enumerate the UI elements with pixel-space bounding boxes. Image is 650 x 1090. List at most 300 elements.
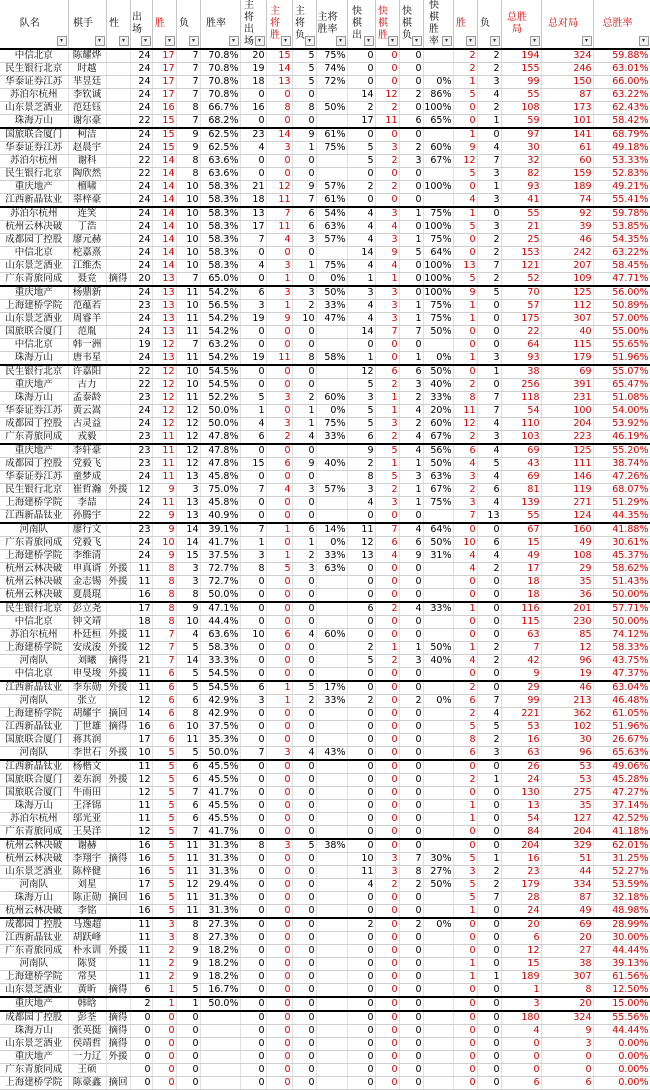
table-cell <box>200 1077 240 1090</box>
table-row[interactable] <box>0 339 650 352</box>
table-cell: 24 <box>130 313 152 326</box>
column-header[interactable] <box>375 0 399 49</box>
column-header[interactable] <box>266 0 292 49</box>
table-cell: 0 <box>266 115 292 129</box>
table-cell: 12 <box>130 695 152 708</box>
table-cell: 0 <box>347 49 375 63</box>
table-cell: 3 <box>240 300 266 313</box>
table-row[interactable] <box>0 879 650 892</box>
table-cell: 0 <box>453 247 477 260</box>
table-cell: 0 <box>399 63 423 76</box>
table-row[interactable] <box>0 523 650 537</box>
table-row[interactable] <box>0 747 650 761</box>
table-row[interactable] <box>0 155 650 168</box>
table-row[interactable] <box>0 589 650 603</box>
table-cell: 153 <box>501 247 541 260</box>
table-row[interactable] <box>0 760 650 774</box>
table-cell: 30.61% <box>593 537 650 550</box>
table-cell: 55.56% <box>593 1011 650 1025</box>
table-row[interactable] <box>0 63 650 76</box>
table-row[interactable] <box>0 971 650 984</box>
table-cell: 0 <box>399 984 423 998</box>
table-cell: 4 <box>477 550 501 563</box>
table-cell: 1 <box>240 537 266 550</box>
table-cell: 0 <box>477 629 501 642</box>
table-cell: 54 <box>501 405 541 418</box>
table-cell: 64 <box>501 339 541 352</box>
table-row[interactable] <box>0 102 650 115</box>
table-cell: 8 <box>292 102 316 115</box>
table-body <box>0 49 650 1090</box>
table-cell: 山东景芝酒业 <box>0 1038 68 1051</box>
table-row[interactable] <box>0 984 650 998</box>
table-cell: 0 <box>399 273 423 287</box>
table-row[interactable] <box>0 945 650 958</box>
table-cell: 100% <box>424 273 452 284</box>
table-row[interactable] <box>0 405 650 418</box>
table-row[interactable] <box>0 392 650 405</box>
table-cell: 0 <box>240 1038 266 1051</box>
table-cell: 6 <box>240 286 266 300</box>
table-cell: 6 <box>501 932 541 945</box>
table-row[interactable] <box>0 497 650 510</box>
table-cell: 5 <box>347 418 375 431</box>
table-cell: 12 <box>176 405 200 418</box>
table-cell: 党毅飞 <box>68 458 106 471</box>
table-cell: 1 <box>347 352 375 366</box>
table-cell: 0 <box>477 379 501 392</box>
table-cell: 1 <box>292 418 316 431</box>
column-header[interactable] <box>399 0 423 49</box>
table-cell: 0 <box>240 1011 266 1025</box>
table-cell: 0 <box>292 379 316 392</box>
table-cell: 6 <box>152 708 176 721</box>
table-cell: 0 <box>240 444 266 458</box>
table-cell: 0 <box>399 102 423 115</box>
table-cell: 0 <box>453 326 477 339</box>
table-cell: 0 <box>266 405 292 418</box>
table-cell: 65.0% <box>200 273 240 287</box>
table-cell: 72% <box>316 76 347 89</box>
table-row[interactable] <box>0 695 650 708</box>
table-cell: 5 <box>152 747 176 761</box>
table-cell: 0 <box>292 247 316 260</box>
table-cell: 12 <box>130 787 152 800</box>
table-cell: 9 <box>176 945 200 958</box>
column-header-label: 胜 <box>155 18 165 29</box>
column-header[interactable] <box>347 0 375 49</box>
table-row[interactable] <box>0 734 650 747</box>
filter-dropdown-icon[interactable]: ▾ <box>255 36 265 46</box>
column-header[interactable] <box>593 0 650 49</box>
table-row[interactable] <box>0 142 650 155</box>
table-cell: 12 <box>266 181 292 194</box>
table-row[interactable] <box>0 1025 650 1038</box>
table-row[interactable] <box>0 642 650 655</box>
table-row[interactable] <box>0 655 650 668</box>
table-row[interactable] <box>0 1051 650 1064</box>
table-cell: 54.5% <box>200 379 240 392</box>
table-cell: 2 <box>292 695 316 708</box>
table-cell: 14 <box>176 523 200 537</box>
table-row[interactable] <box>0 892 650 905</box>
table-cell: 18.2% <box>200 958 240 971</box>
filter-dropdown-icon[interactable]: ▾ <box>490 36 500 46</box>
filter-dropdown-icon[interactable]: ▾ <box>336 36 346 46</box>
table-cell: 8 <box>152 602 176 616</box>
table-cell: 13 <box>176 497 200 510</box>
table-cell: 0 <box>266 787 292 800</box>
table-cell: 7 <box>176 63 200 76</box>
table-cell <box>106 115 130 129</box>
filter-dropdown-icon[interactable]: ▾ <box>530 36 540 46</box>
table-row[interactable] <box>0 997 650 1011</box>
column-header[interactable] <box>240 0 266 49</box>
table-row[interactable] <box>0 616 650 629</box>
table-cell: 5 <box>152 839 176 853</box>
table-cell: 72.7% <box>200 563 240 576</box>
table-cell: 11 <box>176 892 200 905</box>
table-cell: 67% <box>423 484 453 497</box>
table-cell: 7 <box>240 234 266 247</box>
table-row[interactable] <box>0 234 650 247</box>
table-cell: 0 <box>266 642 292 655</box>
table-cell <box>106 102 130 115</box>
table-cell: 69 <box>501 444 541 458</box>
table-cell: 7 <box>176 115 200 129</box>
table-cell: 2 <box>375 181 399 194</box>
column-header[interactable] <box>541 0 593 49</box>
table-row[interactable] <box>0 458 650 471</box>
table-cell: 3 <box>399 155 423 168</box>
table-cell: 2 <box>292 392 316 405</box>
filter-dropdown-icon[interactable]: ▾ <box>305 36 315 46</box>
table-row[interactable] <box>0 602 650 616</box>
filter-dropdown-icon[interactable]: ▾ <box>165 36 175 46</box>
table-row[interactable] <box>0 510 650 524</box>
table-cell: 重庆地产 <box>0 286 68 300</box>
table-row[interactable] <box>0 853 650 866</box>
table-row[interactable] <box>0 128 650 142</box>
table-row[interactable] <box>0 787 650 800</box>
table-row[interactable] <box>0 115 650 129</box>
filter-dropdown-icon[interactable]: ▾ <box>141 36 151 46</box>
table-cell: 24 <box>130 326 152 339</box>
table-cell: 9 <box>152 550 176 563</box>
table-cell: 0 <box>266 760 292 774</box>
table-cell: 11 <box>176 392 200 405</box>
table-cell: 2 <box>152 945 176 958</box>
table-cell: 70.8% <box>200 63 240 76</box>
table-row[interactable] <box>0 1011 650 1025</box>
table-cell: 5 <box>152 774 176 787</box>
column-header[interactable] <box>501 0 541 49</box>
filter-dropdown-icon[interactable]: ▾ <box>466 36 476 46</box>
table-row[interactable] <box>0 918 650 932</box>
table-cell: 0 <box>347 708 375 721</box>
table-cell: 3 <box>266 286 292 300</box>
filter-dropdown-icon[interactable]: ▾ <box>364 36 374 46</box>
table-cell: 1 <box>399 313 423 326</box>
table-row[interactable] <box>0 444 650 458</box>
table-row[interactable] <box>0 826 650 840</box>
table-cell: 103 <box>501 431 541 445</box>
table-cell: 2 <box>453 49 477 63</box>
table-row[interactable] <box>0 1064 650 1077</box>
table-row[interactable] <box>0 681 650 695</box>
table-cell: 16 <box>130 853 152 866</box>
table-cell: 5 <box>292 63 316 76</box>
table-cell: 204 <box>541 418 593 431</box>
table-cell: 0 <box>375 839 399 853</box>
table-cell <box>106 431 130 445</box>
table-cell <box>316 471 347 484</box>
table-row[interactable] <box>0 629 650 642</box>
column-header[interactable] <box>68 0 106 49</box>
table-row[interactable] <box>0 537 650 550</box>
table-cell: 146 <box>541 471 593 484</box>
table-row[interactable] <box>0 550 650 563</box>
table-row[interactable] <box>0 300 650 313</box>
table-cell: 47.8% <box>200 431 240 445</box>
table-row[interactable] <box>0 708 650 721</box>
column-header-label: 棋手 <box>73 18 93 29</box>
filter-dropdown-icon[interactable]: ▾ <box>639 36 649 46</box>
filter-dropdown-icon[interactable]: ▾ <box>281 36 291 46</box>
table-row[interactable] <box>0 800 650 813</box>
table-cell: 65% <box>423 115 453 129</box>
table-cell: 9 <box>453 142 477 155</box>
table-row[interactable] <box>0 365 650 379</box>
column-header[interactable] <box>0 0 68 49</box>
table-row[interactable] <box>0 1077 650 1090</box>
table-cell: 0 <box>453 1064 477 1077</box>
filter-dropdown-icon[interactable]: ▾ <box>57 36 67 46</box>
table-cell: 6 <box>152 695 176 708</box>
table-cell: 1 <box>477 971 501 984</box>
filter-dropdown-icon[interactable]: ▾ <box>388 36 398 46</box>
table-row[interactable] <box>0 313 650 326</box>
table-cell: 3 <box>375 866 399 879</box>
column-header[interactable] <box>200 0 240 49</box>
table-cell: 华泰证券江苏 <box>0 471 68 484</box>
table-row[interactable] <box>0 813 650 826</box>
column-header[interactable] <box>176 0 200 49</box>
table-cell: 50% <box>316 286 347 300</box>
table-row[interactable] <box>0 326 650 339</box>
table-row[interactable] <box>0 168 650 181</box>
table-row[interactable] <box>0 668 650 682</box>
table-cell: 13 <box>501 800 541 813</box>
table-cell: 17 <box>130 734 152 747</box>
table-cell: 谢尔豪 <box>68 115 106 129</box>
table-row[interactable] <box>0 352 650 366</box>
table-cell: 11 <box>152 458 176 471</box>
table-row[interactable] <box>0 905 650 919</box>
table-cell: 33% <box>423 602 453 616</box>
table-cell: 0 <box>347 787 375 800</box>
table-cell: 60% <box>316 392 347 405</box>
table-cell: 58.3% <box>200 247 240 260</box>
table-cell: 75% <box>423 234 453 247</box>
table-cell: 1 <box>501 984 541 998</box>
table-cell: 4 <box>266 484 292 497</box>
table-row[interactable] <box>0 89 650 102</box>
table-cell: 108 <box>541 550 593 563</box>
table-cell: 58.33% <box>593 642 650 655</box>
column-header[interactable] <box>106 0 130 49</box>
filter-dropdown-icon[interactable]: ▾ <box>412 36 422 46</box>
table-cell: 山东景芝酒业 <box>0 984 68 998</box>
table-cell: 0 <box>292 155 316 168</box>
table-cell: 48.98% <box>593 905 650 919</box>
table-cell: 40% <box>316 458 347 471</box>
filter-dropdown-icon[interactable]: ▾ <box>189 36 199 46</box>
table-row[interactable] <box>0 471 650 484</box>
table-cell: 63 <box>501 629 541 642</box>
column-header[interactable] <box>453 0 477 49</box>
table-cell: 华泰证券江苏 <box>0 76 68 89</box>
table-cell: 31.3% <box>200 839 240 853</box>
table-cell: 5 <box>152 879 176 892</box>
column-header[interactable] <box>130 0 152 49</box>
table-cell: 11 <box>130 668 152 682</box>
table-cell: 外援 <box>106 629 130 642</box>
table-cell: 3 <box>375 418 399 431</box>
table-cell: 国旅联合厦门 <box>0 326 68 339</box>
table-cell: 0 <box>375 1064 399 1077</box>
table-cell: 41.7% <box>200 537 240 550</box>
table-cell: 0 <box>399 721 423 734</box>
table-row[interactable] <box>0 576 650 589</box>
table-row[interactable] <box>0 286 650 300</box>
table-row[interactable] <box>0 431 650 445</box>
table-cell: 0 <box>477 984 501 998</box>
table-cell: 50.89% <box>593 300 650 313</box>
table-cell: 5 <box>152 892 176 905</box>
table-row[interactable] <box>0 958 650 971</box>
table-cell: 5 <box>292 839 316 853</box>
table-cell: 周睿羊 <box>68 313 106 326</box>
table-cell: 0 <box>375 734 399 747</box>
table-cell: 河南队 <box>0 958 68 971</box>
table-cell: 60% <box>423 418 453 431</box>
table-cell <box>316 1025 347 1038</box>
table-cell: 0 <box>453 668 477 682</box>
table-cell: 0 <box>266 444 292 458</box>
table-cell: 9 <box>266 313 292 326</box>
table-row[interactable] <box>0 721 650 734</box>
filter-dropdown-icon[interactable]: ▾ <box>95 36 105 46</box>
table-cell: 67 <box>501 523 541 537</box>
table-cell: 0 <box>130 1038 152 1051</box>
table-cell: 1 <box>266 695 292 708</box>
table-row[interactable] <box>0 76 650 89</box>
table-cell: 0 <box>347 839 375 853</box>
table-row[interactable] <box>0 418 650 431</box>
column-header-label: 队名 <box>19 18 40 29</box>
table-cell: 1 <box>399 458 423 471</box>
table-row[interactable] <box>0 1038 650 1051</box>
table-row[interactable] <box>0 484 650 497</box>
table-cell: 0 <box>240 576 266 589</box>
table-cell: 22 <box>130 155 152 168</box>
table-cell: 0 <box>240 115 266 129</box>
table-row[interactable] <box>0 839 650 853</box>
table-cell: 0 <box>240 721 266 734</box>
table-cell: 韩晗 <box>68 997 106 1011</box>
column-header[interactable] <box>152 0 176 49</box>
table-cell: 0 <box>292 892 316 905</box>
column-header[interactable] <box>477 0 501 49</box>
table-row[interactable] <box>0 194 650 208</box>
table-row[interactable] <box>0 866 650 879</box>
table-cell: 54.2% <box>200 313 240 326</box>
column-header[interactable] <box>316 0 347 49</box>
column-header[interactable] <box>292 0 316 49</box>
table-cell: 0 <box>292 444 316 458</box>
table-cell: 24 <box>130 550 152 563</box>
table-row[interactable] <box>0 774 650 787</box>
table-cell <box>106 326 130 339</box>
table-row[interactable] <box>0 379 650 392</box>
table-cell: 49 <box>541 905 593 919</box>
table-cell: 45.28% <box>593 774 650 787</box>
filter-dropdown-icon[interactable]: ▾ <box>229 36 239 46</box>
table-row[interactable] <box>0 273 650 287</box>
table-cell: 25 <box>501 234 541 247</box>
table-cell: 1 <box>152 984 176 998</box>
table-row[interactable] <box>0 260 650 273</box>
table-row[interactable] <box>0 221 650 234</box>
table-cell: 檀啸 <box>68 181 106 194</box>
table-cell: 127 <box>541 813 593 826</box>
table-row[interactable] <box>0 563 650 576</box>
filter-dropdown-icon[interactable]: ▾ <box>119 36 129 46</box>
filter-dropdown-icon[interactable]: ▾ <box>442 36 452 46</box>
table-cell: 68.2% <box>200 115 240 129</box>
table-cell: 119 <box>541 484 593 497</box>
table-row[interactable] <box>0 247 650 260</box>
table-cell: 8 <box>453 392 477 405</box>
table-row[interactable] <box>0 932 650 945</box>
table-cell: 22 <box>130 115 152 129</box>
table-row[interactable] <box>0 181 650 194</box>
table-header <box>0 0 650 49</box>
table-cell <box>316 826 347 840</box>
table-cell: 20% <box>423 405 453 418</box>
table-cell: 49.06% <box>593 760 650 774</box>
table-cell: 江西新晶钛业 <box>0 760 68 774</box>
filter-dropdown-icon[interactable]: ▾ <box>582 36 592 46</box>
table-cell: 0 <box>477 313 501 326</box>
table-cell: 67% <box>423 155 453 168</box>
table-cell: 5 <box>453 89 477 102</box>
table-cell: 0 <box>176 1077 200 1090</box>
table-cell <box>316 721 347 734</box>
table-cell: 12 <box>152 339 176 352</box>
table-row[interactable] <box>0 49 650 63</box>
table-cell: 12 <box>130 642 152 655</box>
table-cell: 4 <box>399 602 423 616</box>
column-header[interactable] <box>423 0 453 49</box>
table-cell: 14 <box>347 326 375 339</box>
table-cell: 1 <box>477 115 501 129</box>
table-row[interactable] <box>0 207 650 221</box>
table-cell: 24 <box>130 102 152 115</box>
table-cell: 54.5% <box>200 365 240 379</box>
column-header-label: 快棋出 <box>352 6 362 41</box>
